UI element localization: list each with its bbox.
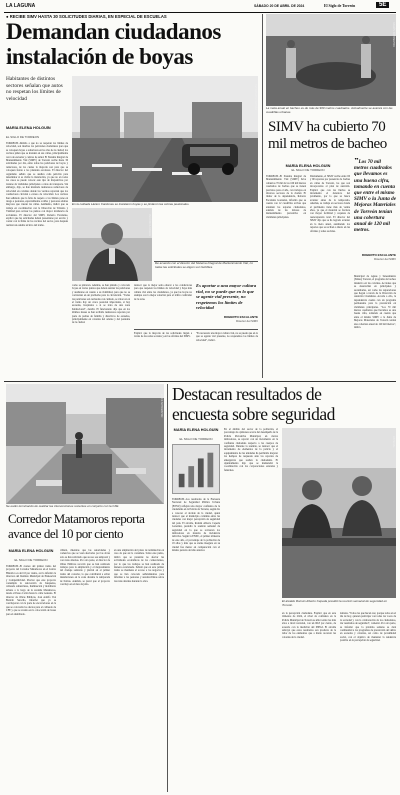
newspaper-name: El Siglo de Torreón (324, 3, 356, 8)
story4-headline (172, 386, 396, 426)
story1-photo1-credit: FERNANDO COMPEÁN (254, 84, 257, 111)
story1-photo-director (72, 208, 152, 281)
story2-headline-line2: mil metros de bacheo (268, 136, 387, 152)
story1-column2: como se pintaron. Además, se han pintado y colocado boyas en varios puntos que deben atender las peticiones y analizarse en cuanto a su viabilidad, para que no se conviertan en un problema para la circulación. "Todas las peticiones son revisadas con cuidado, se valora si en el tramo hay un cruce peatonal importante, si hay escuelas, hospitales o si se trata de una zona habitacional", detalló. El funcionario dijo que en los últimos meses se han recibido numerosos reportes por parte de padres de familia y directivos de escuelas, principalmente en colonias del oriente y del poniente de la ciudad. (72, 284, 130, 325)
story3-headline-line2: avance del 10 por ciento (8, 526, 124, 541)
page-header (4, 2, 396, 12)
story3-headline (8, 512, 166, 546)
bottom-vertical-divider (167, 384, 168, 792)
story2-pull-quote (354, 158, 396, 272)
story1-column4: "Es necesario una mayor cultura vial, no se puede que en lo que se agente vial presente, no respetemos los límites de velocidad", indicó. (196, 332, 258, 342)
story1-photo-street (72, 76, 258, 202)
story4-outlet: EL SIGLO DE TORREÓN (179, 438, 213, 441)
story4-headline-line1: Destacan resultados de (172, 386, 322, 404)
story2-column2: Diariamente, el SIMV recibe entre 60 y 90 reportes por presencia de baches en calles de Torreón, los que son incorporados al plan de atención. Explicó que con las lluvias se incrementa el deterioro del pavimento, por lo que se busca avanzar antes de la temporada. Además, se trabaja en sectores donde el pavimento tiene más de veinte años, ya que el material se fractura con mayor facilidad y requiere de reencarpetado total. El director del SIMV dijo que se ha logrado avanzar en la meta anual, atendiendo los reportes que se reciben a diario en las oficinas y redes sociales. (310, 175, 350, 233)
story2-outlet: EL SIGLO DE TORREÓN (291, 169, 325, 172)
story1-caption-rule (154, 261, 258, 262)
story2-quote-text: “Los 70 mil metros cuadrados que llevamos es una buena cifra, tomando en cuenta que entre el mismo SIMV o la Junta de Mejoras Materiales de Torreón tenían una cobertura anual de 120 mil metros. (354, 158, 396, 254)
story1-headline-line2: instalación de boyas (6, 44, 193, 69)
story4-column2: En el ámbito del sector de la población, el porcentaje de opiniones acerca del desempeño de la Policía Preventiva Municipal, en ciertos indicadores, se reportó con un incremento en la confianza ciudadana respecto a los cuerpos de seguridad. Durante la reunión, se destacó que el incremento de elementos de la policía y el equipamiento de las unidades ha permitido mejorar los tiempos de respuesta ante los reportes de emergencia que realiza la ciudadanía. El Ayuntamiento dijo que se mantendrá la coordinación con las corporaciones estatales y federales. (224, 428, 278, 472)
story2-headline-line1: SIMV ha cubierto 70 (268, 120, 386, 135)
story2-photo-credit: RAMÓN SOTOMAYOR (392, 22, 395, 47)
story3-photo-works (6, 384, 164, 504)
story1-photo1-caption: En la calzada Lázaro Cárdenas se instalaron boyas y se pintaron las cebras peatonales. (72, 203, 190, 206)
story2-divider (262, 14, 263, 378)
pull-quote-author: ROBERTO ESCALANTE (223, 316, 258, 319)
story1-column3b: Explicó que la mayoría de las solicitudes llegan a través de las redes sociales y en las oficinas del SIMV. (134, 332, 192, 339)
story3-column1: TORREÓN.-El avance del primer tramo del proyecto del Corredor Matamoros en el Centro Histórico es del 10 por ciento, así lo informó la directora del Instituto Municipal de Planeación y Competitividad. Precisó que este proyecto contempla la renovación de banquetas, cableado subterráneo, iluminación y mobiliario urbano a lo largo de la avenida Matamoros, desde el Paseo Colón hasta la calle Galeana. El director de Obras Públicas, José Adolfo Von Bertrab Saracho, informó que ya se concluyeron con la parte de excavaciones en la que se colocarán los ductos para el cableado de CFE y que se avanza en la colocación de bases para el alumbrado. (6, 565, 56, 616)
story4-photo-credit: ESPECIAL (392, 436, 395, 448)
story3-photo-credit: ERICK SOTOMAYOR (160, 394, 163, 418)
story3-photo-caption: Se están terminando de realizar las intervenciones recientes en conjunto con la CFE. (6, 505, 120, 508)
issue-date: SÁBADO 20 DE ABRIL DE 2024 (254, 4, 305, 8)
story3-column3: en una ampliación del plazo de terminación en caso de que así lo considere. Sobre este punto, indicó que se pretende no afectar las actividades económicas de los comerciantes, por lo que los trabajos se han realizado de manera escalonada. Señaló que en este primer tramo se mantiene el acceso a los negocios y que se han colocado señalamientos para informar a los peatones y automovilistas sobre las rutas alternas durante la obra. (114, 549, 164, 583)
story2-quote-role: Director del SIMV (374, 257, 396, 261)
story1-photo2-credit: VERÓNICA RIVERA (148, 214, 151, 236)
page-number: 5E (376, 2, 389, 8)
story3-headline-line1: Corredor Matamoros reporta (8, 512, 145, 526)
kicker-bullet-icon: ● (6, 14, 10, 19)
story1-kicker: ● RECIBE SIMV HASTA 30 SOLICITUDES DIARIAS, EN ESPECIAL DE ESCUELAS (6, 14, 167, 19)
story4-author: MARÍA ELENA HOLGUÍN (173, 428, 219, 432)
story2-column1: TORREÓN.-El Sistema Integral de Mantenimiento Vial (SIMV) lleva cubiertos 70 mil de los 160 mil metros cuadrados de bacheo que se tienen previstos para el año, con trabajos en diversos sectores de la ciudad. El titular de la dependencia, Roberto Escalante Gonzalez, informó que se cuenta con 12 cuadrillas activas que atienden los reportes ciudadanos, además de las labores de mantenimiento preventivo en vialidades principales. (266, 175, 306, 219)
story4-headline-line2: encuesta sobre seguridad (172, 403, 335, 424)
story1-deck: Habitantes de distintos sectores señalan que autos no respetan los límites de velocidad (6, 76, 63, 102)
story4-column1: TORREÓN.-Los resultados de la Encuesta Nacional de Seguridad Pública Urbana (ENSU) reflejan una mayor confianza de la ciudadanía en la Policía de Torreón, según dio a conocer el alcalde de la ciudad, quien destacó que el municipio continúa entre las ciudades con mejor percepción de seguridad del país. El alcalde, Román Alberto Cepeda González, presidió la reunión semanal de seguridad en la que se revisaron los indicadores en materia de incidencia delictiva. Según la ENSU, el primer trimestre de este año, el porcentaje de la población de 18 años y más que se siente insegura en su ciudad fue menor en comparación con el mismo periodo del año anterior. (172, 498, 220, 553)
story3-author: MARÍA ELENA HOLGUÍN (8, 549, 54, 553)
story1-column3: destacó que lo mejor sería educar a los conductores para que respeten los límites de velocidad y haya más cultura vial entre los ciudadanos, ya que las boyas no siempre son la mejor solución para el tráfico vehicular de la zona. (134, 284, 192, 300)
pull-quote-role: Director del SIMV (236, 319, 258, 323)
story2-quote-author: ROBERTO ESCALANTE (361, 254, 396, 257)
story2-photo-caption: La meta anual en bacheo es de más de 900 metros cuadrados. Actualmente se avanza con las cuadrillas urbanas. (266, 107, 393, 114)
story4-column3: en la percepción ciudadana. Explicó que en este trimestre de 2024, el nivel de confianza en la Policía Municipal de Torreón se ubicó entre los más altos a nivel nacional, con un 66.8 por ciento, de acuerdo con la medición del INEGI. El alcalde subrayó que estos resultados son producto de la labor de los elementos que a diario recorren las colonias de la ciudad. (282, 612, 336, 639)
story1-photo2-caption: De acuerdo con el director del Sistema Integral de Mantenimiento Vial, no todas las solicitudes se eligen son factibles. (155, 262, 253, 269)
story1-headline-line1: Demandan ciudadanos (6, 20, 221, 44)
story2-headline (268, 120, 396, 156)
story1-author: MARÍA ELENA HOLGUÍN (6, 126, 51, 130)
story2-photo-road (266, 14, 396, 106)
quote-mark-icon: “ (354, 158, 359, 165)
story3-outlet: EL SIGLO DE TORREÓN (14, 559, 48, 562)
survey-bars-icon (173, 445, 219, 493)
section-name: LA LAGUNA (6, 3, 36, 9)
story1-pull-quote (196, 283, 258, 327)
mid-page-rule (4, 381, 396, 382)
story1-headline (6, 20, 256, 72)
story2-column3: Municipal de Aguas y Saneamiento (Simas) Torreón, el programa de bacheo intensivo en las colonias. Acciones que se desarrollan en principales y secundarias, así como las reparaciones que llegan a través de la Dirección de Atención Ciudadana. Acorde a ello, la dependencia cuenta con un programa permanente para la prevención en vialidades principales. "Los 70 mil metros cuadrados que llevamos es una buena cifra, tomando en cuenta que entre el mismo SIMV o la Junta de Mejoras Materiales de Torreón tenían una cobertura anual de 120 mil metros", indicó. (354, 275, 396, 330)
header-rule (4, 12, 396, 13)
pull-quote-text: Es aportar a una mayor cultura vial, no se puede que en lo que se agente vial presente, no respetemos los límites de velocidad (196, 283, 257, 311)
story1-outlet: EL SIGLO DE TORREÓN (6, 136, 40, 139)
story4-photo-caption: El alcalde Román Alberto Cepeda presidió la reunión semanal de seguridad en Torreón. (282, 600, 387, 607)
story4-graphic (172, 444, 220, 494)
story4-column4: nalistas. "Todos los que hacen vez, porque todos en el día de hoy, quieren participar con todas las voces de la sociedad y con la colaboración de los ciudadanos, dar resultados de seguridad", comentó. Por otra parte, se informó que la próxima semana se dará continuidad a los programas de prevención del delito en escuelas y colonias, así como de proximidad social, con el objetivo de mantener la tendencia positiva en la percepción de seguridad. (340, 612, 396, 643)
story2-author: MARÍA ELENA HOLGUÍN (285, 164, 331, 168)
story4-photo-meeting (282, 428, 396, 598)
pull-quote-rule (134, 329, 258, 330)
story1-body: TORREÓN.-Debido a que no se respetan los límites de velocidad, son muchos los peticiones ciudadanos para que se coloquen boyas o reductores en las vías de la ciudad; los vecinos piden que se instalen en sus calles, principalmente cerca de escuelas y centros de salud. El Sistema Integral de Mantenimiento Vial (SIMV) de Torreón recibe hasta 30 solicitudes por día, entre todas las peticiones de boyas y reductores, de los cuales la mayoría son para que se coloquen frente a los planteles escolares. El director del organismo señaló que se analiza cada petición para determinar si es viable la instalación, ya que no en todos los casos se puede colocar este tipo de dispositivos por tratarse de vialidades principales o rutas de transporte. Sin embargo, dijo, se han instalado numerosos reductores de velocidad en colonias donde los vecinos reportan que los conductores circulan a exceso de velocidad. Los vecinos han señalado que la falta de respeto a los límites pone en riesgo a peatones, especialmente a niños y personas adultas mayores que cruzan las calles. Asimismo, indicó que se trabaja en coordinación con la Dirección de Tránsito y Vialidad para revisar los puntos con mayor incidencia de accidentes. El director del SIMV, Roberto Escalante, explicó que las solicitudes deben presentarse por escrito y contar con la firma de los vecinos del sector, para después realizar un estudio técnico del tramo. (6, 142, 68, 227)
story3-column2: cilitará, mientras que las autoridades y comercios que se vean afectados por las obras solo se han solicitado que su uso sea temporal y con rutas alternas. Por otra parte, el director de Obras Públicas recordó que se han realizado trabajos para la ampliación y el mejoramiento del drenaje sanitario y pluvial en el primer tramo del corredor, lo que contribuirá a evitar inundaciones en la zona durante la temporada de lluvias. Además, se prevé que el proyecto concluya en el mes de julio. (60, 549, 110, 587)
